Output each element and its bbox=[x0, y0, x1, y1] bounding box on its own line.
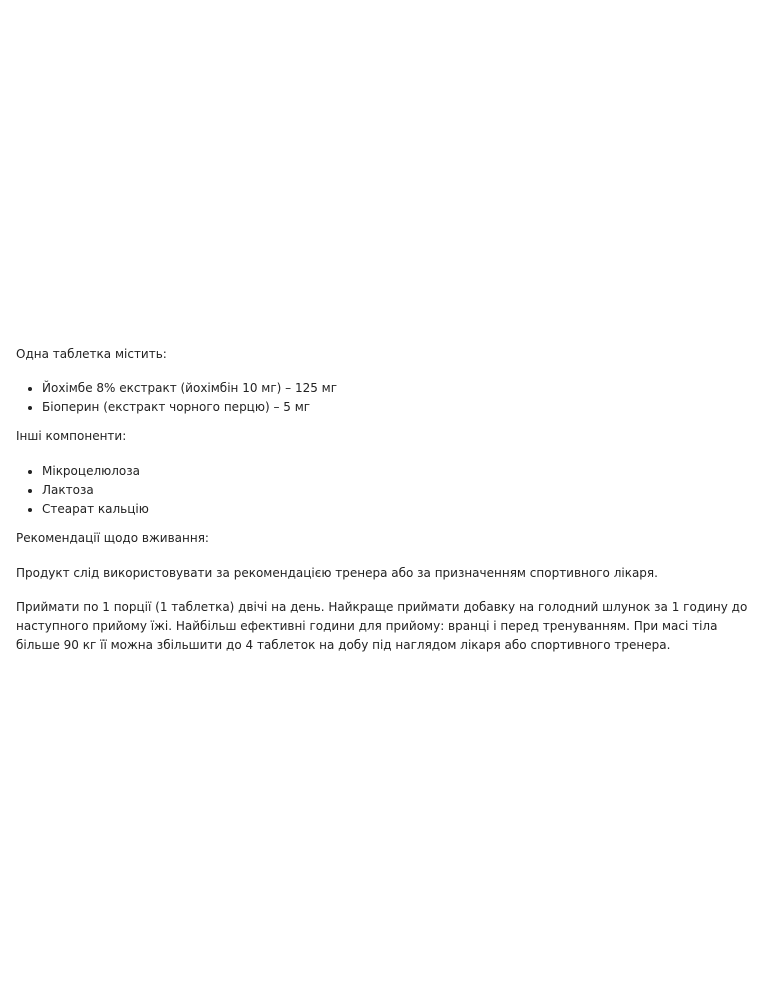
composition-list bbox=[16, 379, 756, 417]
other-components-heading: Інші компоненти: bbox=[16, 429, 127, 443]
product-description bbox=[16, 345, 756, 655]
composition-heading: Одна таблетка містить: bbox=[16, 347, 167, 361]
other-components-list bbox=[16, 462, 756, 519]
usage-heading: Рекомендації щодо вживання: bbox=[16, 531, 209, 545]
usage-paragraph-2: Приймати по 1 порції (1 таблетка) двічі на день. Найкраще приймати добавку на голодний шлунок за 1 годину до наступного прийому їжі. Найбільш ефективні години для прийому: вранці і перед тренуванням. При масі тіла більше 90 кг її можна збільшити до 4 таблеток на добу під наглядом лікаря або спортивного тренера. bbox=[16, 600, 748, 652]
list-item: • Стеарат кальцію bbox=[42, 500, 756, 519]
list-item: • Лактоза bbox=[42, 481, 756, 500]
list-item: • Йохімбе 8% екстракт (йохімбін 10 мг) – 125 мг bbox=[42, 379, 756, 398]
list-item: • Біоперин (екстракт чорного перцю) – 5 мг bbox=[42, 398, 756, 417]
list-item: • Мікроцелюлоза bbox=[42, 462, 756, 481]
usage-paragraph-1: Продукт слід використовувати за рекомендацією тренера або за призначенням спортивного лікаря. bbox=[16, 566, 658, 580]
